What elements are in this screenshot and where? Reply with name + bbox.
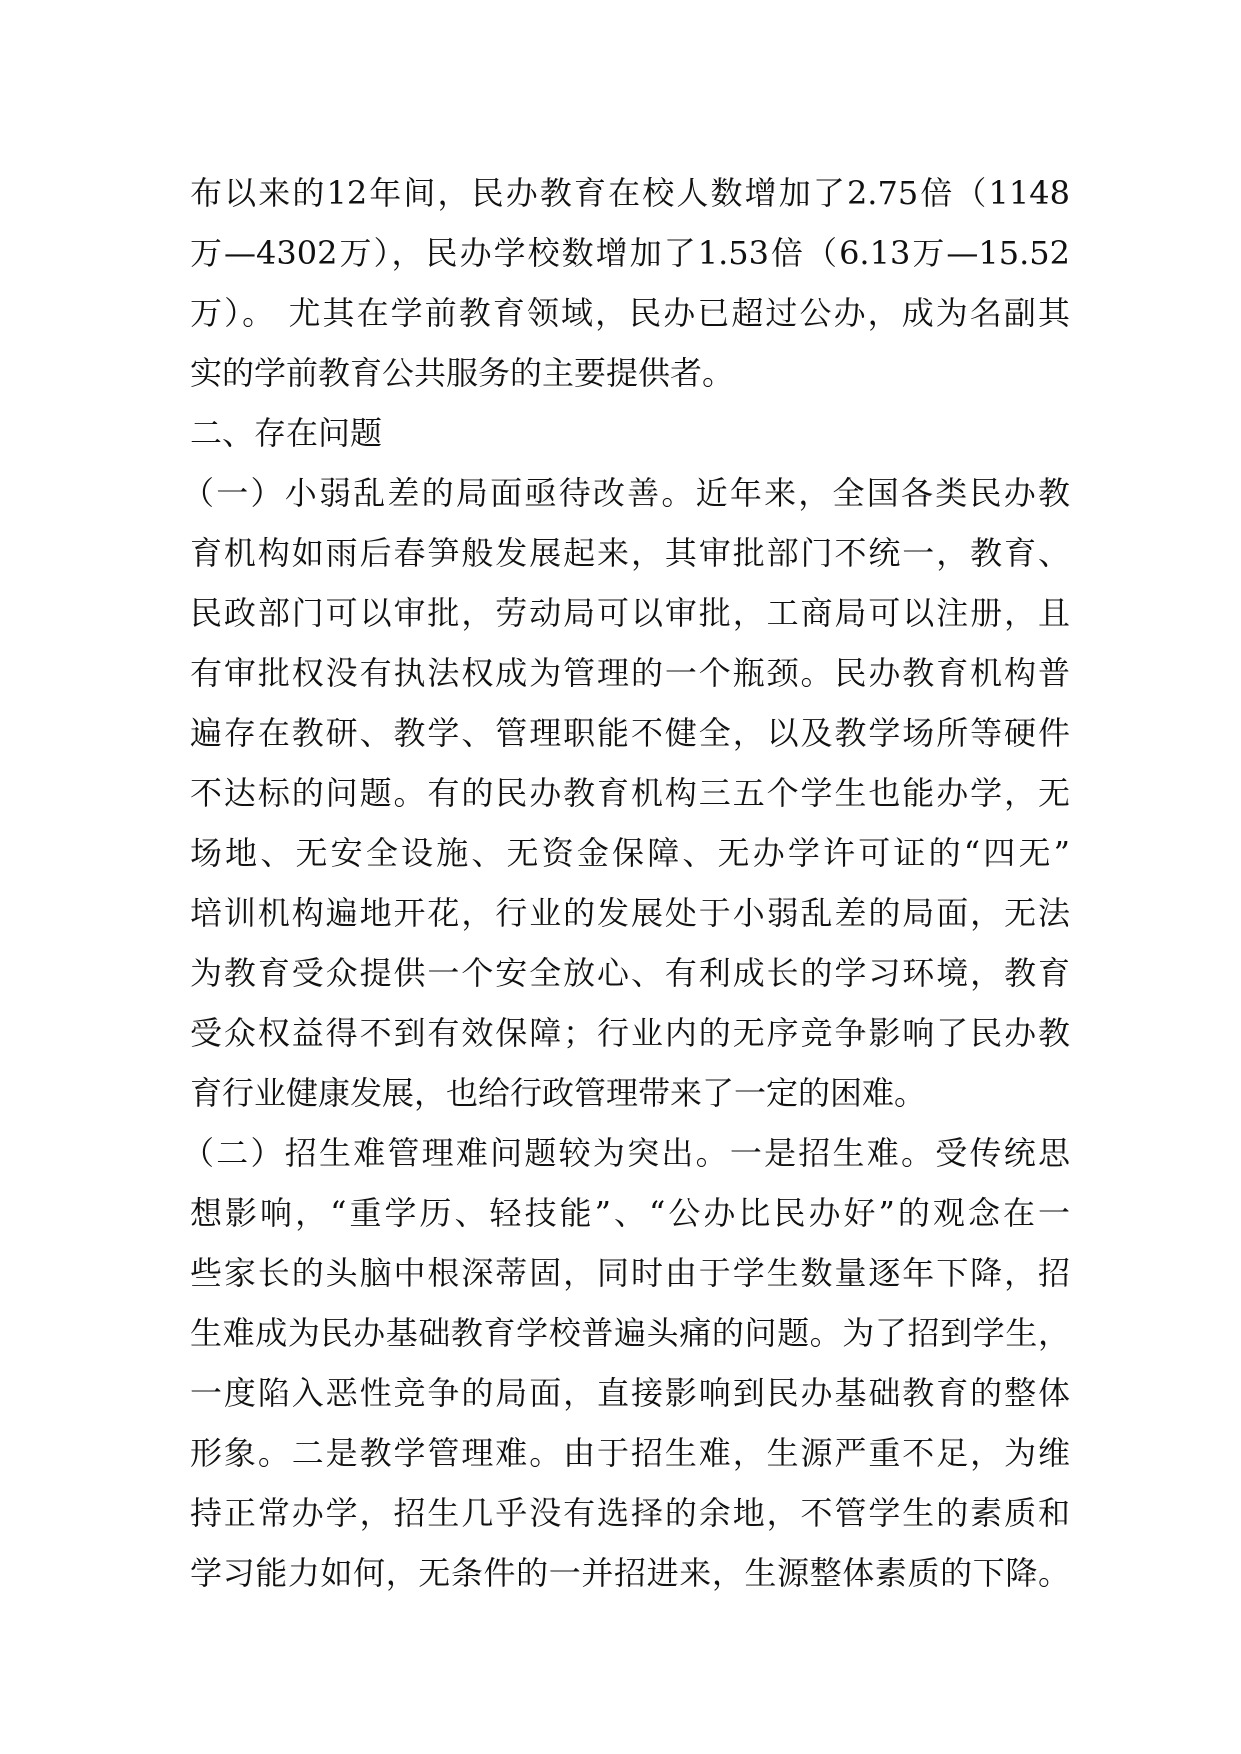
text-line: 实的学前教育公共服务的主要提供者。 [190,354,735,392]
text-line: 持正常办学，招生几乎没有选择的余地，不管学生的素质和 [190,1494,1070,1532]
text-line: 育行业健康发展，也给行政管理带来了一定的困难。 [190,1074,927,1112]
text-line: （一）小弱乱差的局面亟待改善。近年来，全国各类民办教 [182,474,1070,512]
text-line: 育机构如雨后春笋般发展起来，其审批部门不统一，教育、 [190,534,1070,572]
text-line: 想影响，“重学历、轻技能”、“公办比民办好”的观念在一 [190,1194,1070,1232]
text-line: 不达标的问题。有的民办教育机构三五个学生也能办学，无 [190,774,1070,812]
text-line: 为教育受众提供一个安全放心、有利成长的学习环境，教育 [190,954,1070,992]
text-line: 遍存在教研、教学、管理职能不健全，以及教学场所等硬件 [190,714,1070,752]
text-line: 万—4302万），民办学校数增加了1.53倍（6.13万—15.52 [190,234,1070,272]
text-line: （二）招生难管理难问题较为突出。一是招生难。受传统思 [182,1134,1070,1172]
text-line: 一度陷入恶性竞争的局面，直接影响到民办基础教育的整体 [190,1374,1070,1412]
text-line: 些家长的头脑中根深蒂固，同时由于学生数量逐年下降，招 [190,1254,1070,1292]
text-line: 有审批权没有执法权成为管理的一个瓶颈。民办教育机构普 [190,654,1070,692]
text-line: 受众权益得不到有效保障；行业内的无序竞争影响了民办教 [190,1014,1070,1052]
text-line: 场地、无安全设施、无资金保障、无办学许可证的“四无” [190,834,1070,872]
text-line: 民政部门可以审批，劳动局可以审批，工商局可以注册，且 [190,594,1070,632]
text-line: 布以来的12年间，民办教育在校人数增加了2.75倍（1148 [190,174,1070,212]
text-line: 形象。二是教学管理难。由于招生难，生源严重不足，为维 [190,1434,1070,1472]
text-line: 学习能力如何，无条件的一并招进来，生源整体素质的下降。 [190,1554,1070,1592]
document-body [182,163,1070,1603]
text-line: 培训机构遍地开花，行业的发展处于小弱乱差的局面，无法 [190,894,1070,932]
text-line: 万）。 尤其在学前教育领域，民办已超过公办，成为名副其 [190,294,1070,332]
section-heading: 二、存在问题 [190,414,383,452]
text-line: 生难成为民办基础教育学校普遍头痛的问题。为了招到学生， [190,1314,1070,1352]
